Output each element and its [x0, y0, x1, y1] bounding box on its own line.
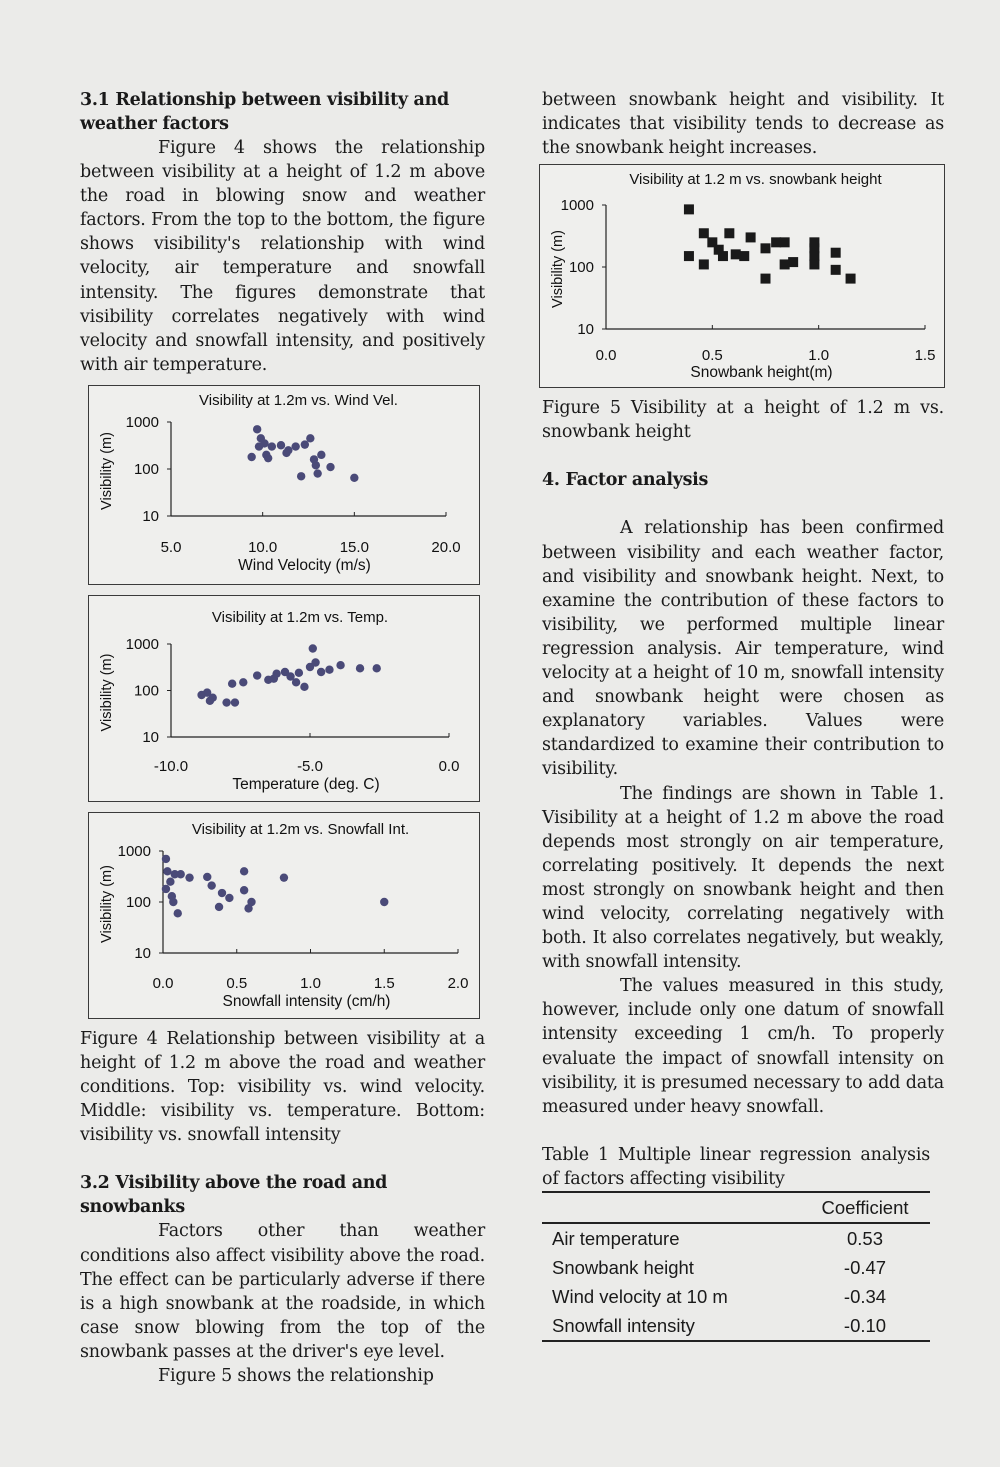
x-tick-label: -10.0 [153, 757, 189, 775]
data-point [163, 867, 171, 875]
section-4-paragraph-1: A relationship has been confirmed between visibility and each weather factor, and visibility and snowbank height. Next, to examine the contribution of these factors to visibility, we performed multiple linear regression analysis. Air temperature, wind velocity at a height of 10 m, snowfall intensity and snowbank height were chosen as explanatory variables. Values were standardized to examine their contribution to visibility. [542, 518, 944, 780]
data-point [780, 238, 790, 248]
y-tick-label: 10 [577, 321, 594, 339]
data-point [240, 886, 248, 894]
data-point [255, 442, 263, 450]
x-tick-label: 0.5 [226, 974, 248, 992]
section-4-paragraph-3: The values measured in this study, however, include only one datum of snowfall intensity exceeding 1 cm/h. To properly evaluate the impact of snowfall intensity on visibility, it is presumed necessary to add data measured under heavy snowfall. [542, 976, 944, 1117]
data-point [228, 679, 236, 687]
x-tick-label: 1.0 [808, 347, 830, 365]
data-point [185, 873, 193, 881]
data-point [699, 229, 709, 239]
x-tick-label: 1.0 [300, 974, 321, 992]
data-point [309, 644, 317, 652]
section-3-1-heading: 3.1 Relationship between visibility and weather factors [80, 90, 449, 134]
data-point [166, 877, 174, 885]
data-point [162, 855, 170, 863]
table-cell-coef: -0.10 [843, 1314, 887, 1336]
x-tick-label: 5.0 [160, 538, 182, 556]
data-point [846, 274, 856, 284]
chart-title: Visibility at 1.2m vs. Wind Vel. [199, 391, 398, 409]
data-point [780, 260, 790, 270]
data-point [240, 867, 248, 875]
data-point [326, 463, 334, 471]
table-cell-coef: -0.47 [843, 1256, 887, 1278]
x-tick-label: 10.0 [248, 538, 278, 556]
y-axis-label: Visibility (m) [99, 865, 115, 943]
data-point [325, 665, 333, 673]
data-point [162, 885, 170, 893]
data-point [684, 205, 694, 215]
section-3-2-paragraph: Factors other than weather conditions also affect visibility above the road. The effect can be particularly adverse if there is a high snowbank at the roadside, in which case snow blowing from the top of the snowbank passes at the driver's eye level. [80, 1221, 485, 1362]
figure-4-temp-panel [88, 595, 480, 802]
chart-title: Visibility at 1.2m vs. Snowfall Int. [191, 820, 410, 838]
data-point [282, 449, 290, 457]
figure-5-panel [539, 164, 945, 388]
data-point [280, 873, 288, 881]
data-point [313, 469, 321, 477]
data-point [718, 251, 728, 261]
table-1-caption-text: Table 1 Multiple linear regression analysis of factors affecting visibility [542, 1144, 930, 1189]
chart-wind [89, 386, 479, 584]
data-point [356, 664, 364, 672]
table-header-row [542, 1192, 930, 1223]
x-axis-label: Temperature (deg. C) [232, 775, 380, 793]
x-tick-label: 1.5 [373, 974, 395, 992]
y-tick-label: 10 [142, 728, 159, 746]
data-point [312, 461, 320, 469]
y-axis-label: Visibility (m) [550, 230, 566, 309]
data-point [207, 881, 215, 889]
y-axis-label: Visibility (m) [99, 432, 115, 510]
chart-snow [89, 813, 479, 1018]
chart-title: Visibility at 1.2m vs. Temp. [211, 608, 389, 626]
data-point [761, 244, 771, 254]
data-point [215, 903, 223, 911]
y-tick-label: 100 [568, 259, 594, 277]
data-point [244, 904, 252, 912]
table-row [542, 1311, 930, 1341]
x-axis-label: Snowfall intensity (cm/h) [222, 992, 391, 1010]
data-point [380, 898, 388, 906]
y-tick-label: 10 [142, 507, 159, 525]
y-tick-label: 100 [133, 682, 159, 700]
x-tick-label: 0.0 [438, 757, 460, 775]
chart-title: Visibility at 1.2 m vs. snowbank height [629, 171, 882, 189]
y-tick-label: 1000 [125, 635, 159, 653]
data-point [297, 472, 305, 480]
data-point [169, 898, 177, 906]
data-point [268, 442, 276, 450]
data-point [277, 441, 285, 449]
data-point [699, 260, 709, 270]
right-column [542, 88, 944, 1342]
data-point [761, 274, 771, 284]
y-tick-label: 1000 [117, 842, 151, 860]
table-cell-factor: Wind velocity at 10 m [552, 1285, 728, 1307]
data-point [239, 678, 247, 686]
table-row [542, 1223, 930, 1253]
data-point [253, 425, 261, 433]
figure-5-caption: Figure 5 Visibility at a height of 1.2 m vs. snowbank height [542, 398, 944, 443]
section-3-2-heading: 3.2 Visibility above the road and snowbanks [80, 1173, 388, 1218]
figure-4-caption: Figure 4 Relationship between visibility at a height of 1.2 m above the road and weather conditions. Top: visibility vs. wind velocity. Middle: visibility vs. temperature. Bottom: visibility vs. snowfall intensity [80, 1028, 485, 1146]
data-point [247, 453, 255, 461]
data-point [295, 669, 303, 677]
data-point [231, 698, 239, 706]
x-tick-label: 20.0 [431, 538, 461, 556]
data-point [771, 238, 781, 248]
data-point [300, 683, 308, 691]
data-point [203, 873, 211, 881]
section-3-1-paragraph: Figure 4 shows the relationship between visibility at a height of 1.2 m above the road in blowing snow and weather factors. From the top to the bottom, the figure shows visibility's relationship with wind velocity, air temperature and snowfall intensity. The figures demonstrate that visibility correlates negatively with wind velocity and snowfall intensity, and positively with air temperature. [80, 138, 485, 375]
x-axis-label: Wind Velocity (m/s) [238, 556, 371, 574]
x-tick-label: 2.0 [447, 974, 469, 992]
data-point [174, 909, 182, 917]
section-3-2-paragraph-2: Figure 5 shows the relationship [158, 1365, 434, 1386]
data-point [684, 251, 694, 261]
table-cell-coef: -0.34 [843, 1285, 887, 1307]
table-cell-coef: 0.53 [846, 1227, 883, 1249]
table-1-caption [542, 1143, 930, 1191]
table-header-empty [542, 1192, 800, 1223]
data-point [350, 474, 358, 482]
data-point [270, 674, 278, 682]
data-point [788, 257, 798, 267]
table-cell-factor: Snowbank height [552, 1256, 694, 1278]
table-cell-factor: Air temperature [552, 1227, 680, 1249]
data-point [306, 434, 314, 442]
data-point [292, 678, 300, 686]
data-point [724, 229, 734, 239]
data-point [831, 248, 841, 258]
figure-4-snowfall-panel [88, 812, 480, 1019]
left-column [80, 88, 485, 1388]
data-point [831, 265, 841, 275]
data-point [317, 668, 325, 676]
data-point [311, 658, 319, 666]
data-point [746, 233, 756, 243]
data-point [336, 661, 344, 669]
figure-4-wind-panel [88, 385, 480, 585]
x-axis-label: Snowbank height(m) [690, 364, 833, 382]
x-tick-label: 1.5 [914, 347, 936, 365]
right-top-paragraph: between snowbank height and visibility. It indicates that visibility tends to decrease as the snowbank height increases. [542, 90, 944, 159]
y-tick-label: 100 [125, 893, 151, 911]
y-tick-label: 1000 [125, 413, 159, 431]
data-point [291, 442, 299, 450]
y-axis-label: Visibility (m) [99, 653, 115, 732]
x-tick-label: 0.5 [701, 347, 723, 365]
x-tick-label: 15.0 [339, 538, 369, 556]
data-point [206, 697, 214, 705]
data-point [373, 664, 381, 672]
y-tick-label: 100 [133, 460, 159, 478]
table-row [542, 1282, 930, 1311]
data-point [301, 440, 309, 448]
x-tick-label: 0.0 [152, 974, 174, 992]
data-point [218, 889, 226, 897]
section-4-paragraph-2: The findings are shown in Table 1. Visibility at a height of 1.2 m above the road depends most strongly on air temperature, correlating positively. It depends the next most strongly on snowbank height and then wind velocity, correlating negatively with both. It also correlates negatively, but weakly, with snowfall intensity. [542, 783, 944, 973]
data-point [171, 870, 179, 878]
data-point [731, 250, 741, 260]
data-point [222, 698, 230, 706]
chart-bank [540, 165, 944, 387]
table-row [542, 1253, 930, 1282]
table-header-coefficient: Coefficient [821, 1196, 909, 1218]
data-point [197, 691, 205, 699]
data-point [225, 894, 233, 902]
data-point [264, 454, 272, 462]
x-tick-label: -5.0 [297, 757, 323, 775]
data-point [809, 260, 819, 270]
data-point [317, 451, 325, 459]
y-tick-label: 1000 [560, 197, 594, 215]
regression-table [542, 1191, 930, 1342]
chart-temp [89, 596, 479, 801]
section-4-heading: 4. Factor analysis [542, 470, 709, 491]
table-cell-factor: Snowfall intensity [552, 1314, 695, 1336]
data-point [739, 251, 749, 261]
x-tick-label: 0.0 [595, 347, 617, 365]
y-tick-label: 10 [134, 944, 151, 962]
data-point [253, 671, 261, 679]
